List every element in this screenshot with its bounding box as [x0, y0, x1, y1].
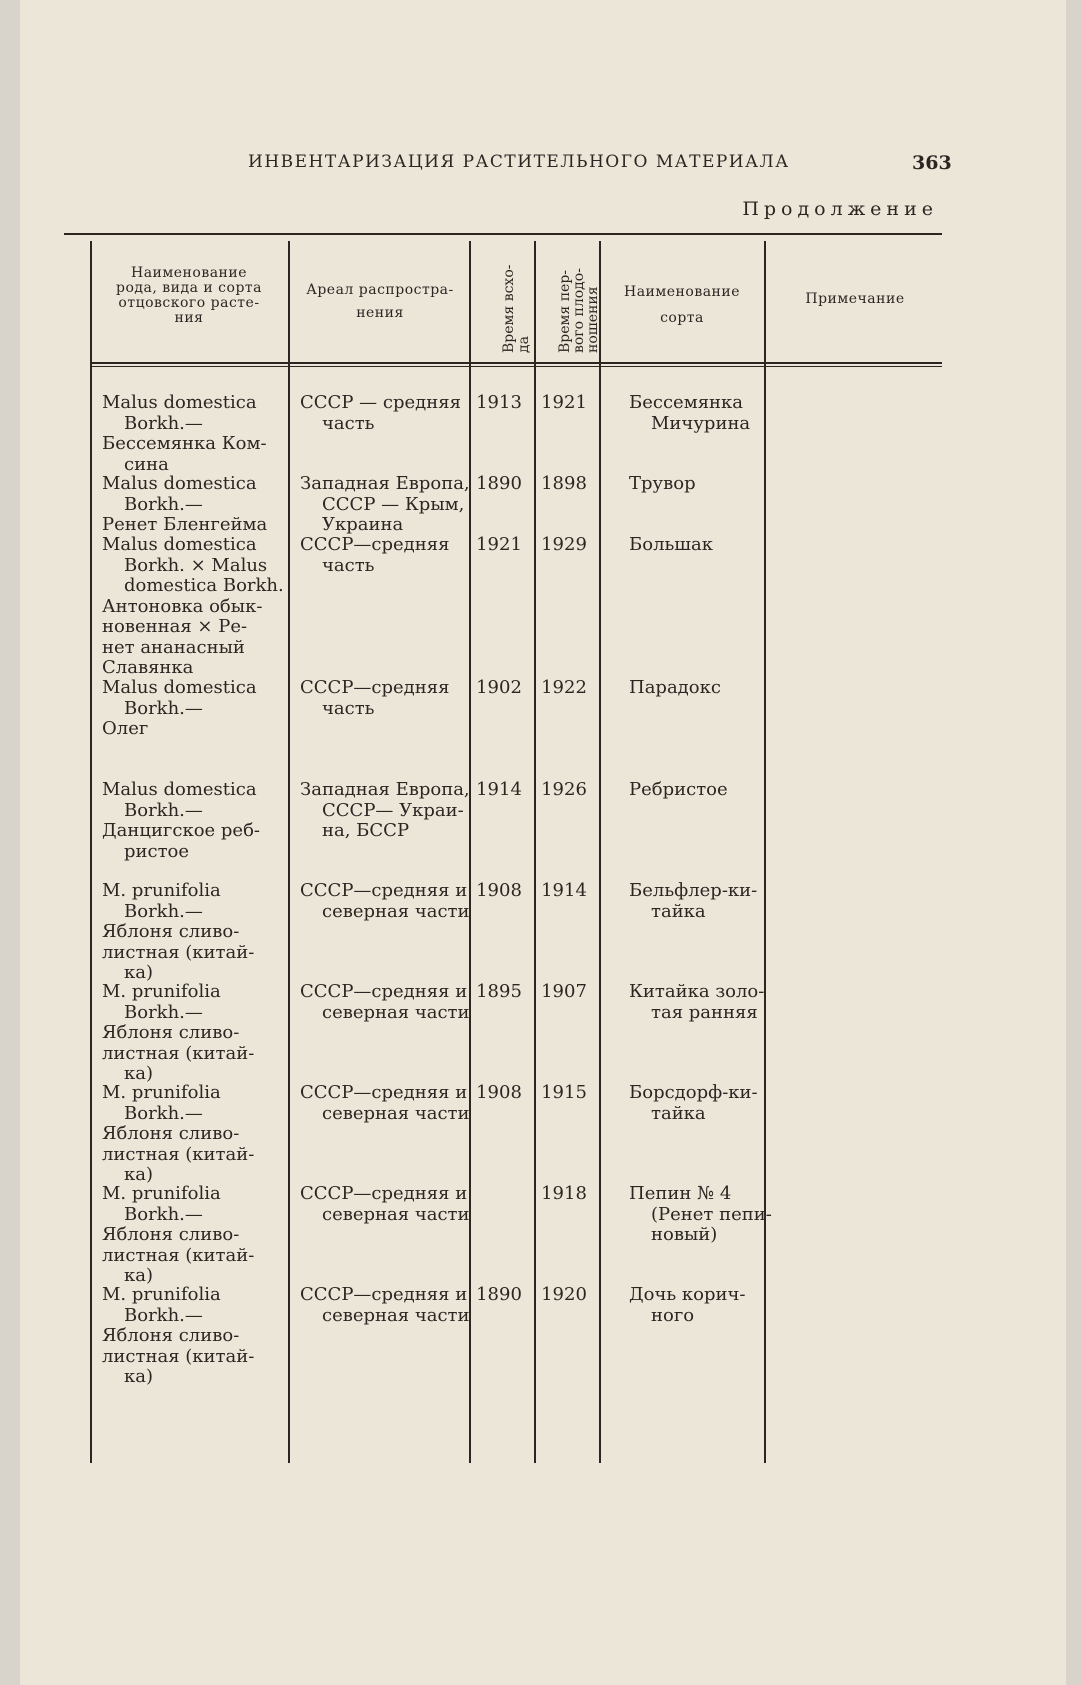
- area-cell: [300, 1083, 480, 1124]
- parent-cell-line: Borkh.—: [124, 1001, 203, 1023]
- area-cell: [300, 881, 480, 922]
- header-first-fruit: [558, 268, 600, 353]
- parent-cell-line: листная (китай-: [102, 1244, 255, 1266]
- col-line-2: [288, 241, 290, 1463]
- running-title: ИНВЕНТАРИЗАЦИЯ РАСТИТЕЛЬНОГО МАТЕРИАЛА: [248, 152, 790, 172]
- parent-cell-line: Олег: [102, 718, 149, 739]
- first-fruit-year: 1921: [541, 392, 587, 413]
- parent-cell-line: Borkh.—: [124, 1102, 203, 1124]
- parent-cell-line: Borkh.—: [124, 1203, 203, 1225]
- header-area-line: нения: [356, 305, 404, 321]
- variety-cell-line: Бессемянка: [629, 392, 744, 413]
- header-emergence: [502, 265, 532, 353]
- page-number: 363: [912, 152, 952, 174]
- parent-cell: [102, 780, 277, 862]
- header-emergence-line: да: [516, 336, 532, 353]
- parent-cell: [102, 881, 277, 984]
- header-note: [770, 292, 940, 307]
- variety-cell: [629, 1184, 779, 1246]
- area-cell-line: СССР — Крым,: [322, 493, 465, 515]
- first-fruit-year: 1929: [541, 534, 587, 555]
- parent-cell-line: domestica Borkh.: [124, 575, 284, 596]
- header-variety: [604, 279, 760, 331]
- variety-cell: [629, 780, 779, 801]
- parent-cell-line: ка): [124, 1265, 154, 1286]
- emergence-year: 1890: [476, 1284, 522, 1305]
- variety-cell: [629, 1285, 779, 1326]
- area-cell-line: СССР—средняя и: [300, 981, 468, 1002]
- area-cell-line: северная части: [322, 1203, 470, 1225]
- header-area: [294, 279, 466, 325]
- col-line-4: [534, 241, 536, 1463]
- first-fruit-year: 1915: [541, 1082, 587, 1103]
- table-top-rule: [64, 233, 942, 235]
- emergence-year: 1921: [476, 534, 522, 555]
- header-area-line: Ареал распростра-: [306, 282, 454, 298]
- parent-cell-line: M. prunifolia: [102, 1082, 221, 1103]
- continuation-label: Продолжение: [742, 198, 938, 220]
- emergence-year: 1890: [476, 473, 522, 494]
- area-cell-line: часть: [322, 412, 375, 434]
- area-cell-line: Западная Европа,: [300, 473, 470, 494]
- parent-cell-line: Ренет Бленгейма: [102, 514, 268, 535]
- area-cell-line: СССР—средняя и: [300, 880, 468, 901]
- area-cell-line: СССР—средняя: [300, 677, 450, 698]
- parent-cell: [102, 1285, 277, 1388]
- parent-cell-line: ка): [124, 962, 154, 983]
- parent-cell-line: новенная × Ре-: [102, 616, 248, 637]
- parent-cell: [102, 534, 284, 679]
- parent-cell-line: Malus domestica: [102, 534, 257, 555]
- area-cell-line: часть: [322, 697, 375, 719]
- variety-cell-line: тайка: [651, 1102, 706, 1124]
- header-parent-line: ния: [174, 310, 204, 326]
- header-variety-line: сорта: [660, 310, 704, 326]
- area-cell-line: СССР— Украи-: [322, 799, 464, 821]
- parent-cell-line: Borkh.—: [124, 697, 203, 719]
- area-cell: [300, 535, 480, 576]
- area-cell-line: СССР—средняя и: [300, 1082, 468, 1103]
- variety-cell-line: Пепин № 4: [629, 1183, 732, 1204]
- variety-cell-line: (Ренет пепи-: [651, 1203, 772, 1225]
- header-bottom-rule: [90, 362, 942, 364]
- parent-cell: [102, 982, 277, 1085]
- parent-cell-line: Данцигское реб-: [102, 820, 261, 841]
- parent-cell-line: Антоновка обык-: [102, 595, 263, 617]
- variety-cell-line: Ребристое: [629, 779, 728, 800]
- header-parent-line: Наименование: [131, 265, 247, 281]
- parent-cell-line: Malus domestica: [102, 779, 257, 800]
- parent-cell-line: Borkh.—: [124, 1304, 203, 1326]
- parent-cell-line: Borkh. × Malus: [124, 554, 268, 576]
- variety-cell: [629, 982, 779, 1023]
- first-fruit-year: 1918: [541, 1183, 587, 1204]
- area-cell-line: СССР—средняя и: [300, 1183, 468, 1204]
- book-page: [20, 0, 1066, 1685]
- area-cell: [300, 1184, 480, 1225]
- parent-cell-line: M. prunifolia: [102, 880, 221, 901]
- area-cell: [300, 1285, 480, 1326]
- area-cell: [300, 982, 480, 1023]
- variety-cell-line: Борсдорф-ки-: [629, 1082, 758, 1103]
- area-cell-line: северная части: [322, 1102, 470, 1124]
- variety-cell-line: тайка: [651, 900, 706, 922]
- parent-cell-line: ристое: [124, 840, 190, 862]
- header-parent: [94, 266, 284, 326]
- parent-cell-line: Borkh.—: [124, 900, 203, 922]
- variety-cell-line: новый): [651, 1224, 718, 1245]
- header-parent-line: отцовского расте-: [118, 295, 260, 311]
- area-cell-line: северная части: [322, 1001, 470, 1023]
- area-cell: [300, 780, 480, 842]
- parent-cell-line: сина: [124, 453, 169, 475]
- emergence-year: 1902: [476, 677, 522, 698]
- area-cell-line: Западная Европа,: [300, 779, 470, 800]
- col-line-1: [90, 241, 92, 1463]
- header-bottom-rule-2: [90, 366, 942, 367]
- variety-cell-line: тая ранняя: [651, 1001, 758, 1023]
- header-parent-line: рода, вида и сорта: [116, 280, 262, 296]
- variety-cell-line: Бельфлер-ки-: [629, 880, 758, 901]
- area-cell-line: северная части: [322, 900, 470, 922]
- parent-cell-line: M. prunifolia: [102, 1284, 221, 1305]
- variety-cell-line: Мичурина: [651, 412, 751, 434]
- variety-cell: [629, 881, 779, 922]
- area-cell: [300, 393, 480, 434]
- variety-cell: [629, 535, 779, 556]
- parent-cell-line: ка): [124, 1366, 154, 1387]
- header-note-line: Примечание: [805, 291, 905, 307]
- emergence-year: 1914: [476, 779, 522, 800]
- variety-cell-line: Трувор: [629, 473, 696, 494]
- first-fruit-year: 1920: [541, 1284, 587, 1305]
- parent-cell-line: Borkh.—: [124, 799, 203, 821]
- area-cell-line: СССР—средняя: [300, 534, 450, 555]
- header-first-fruit-line: вого плодо-: [571, 268, 587, 353]
- area-cell-line: СССР—средняя и: [300, 1284, 468, 1305]
- first-fruit-year: 1922: [541, 677, 587, 698]
- parent-cell-line: Яблоня сливо-: [102, 1224, 240, 1245]
- area-cell-line: СССР — средняя: [300, 392, 461, 413]
- area-cell: [300, 474, 480, 536]
- parent-cell-line: ка): [124, 1164, 154, 1185]
- variety-cell: [629, 393, 779, 434]
- variety-cell-line: Парадокс: [629, 677, 721, 698]
- parent-cell: [102, 678, 277, 740]
- area-cell-line: северная части: [322, 1304, 470, 1326]
- emergence-year: 1908: [476, 1082, 522, 1103]
- parent-cell-line: M. prunifolia: [102, 981, 221, 1002]
- first-fruit-year: 1898: [541, 473, 587, 494]
- page-header: [248, 152, 952, 174]
- area-cell: [300, 678, 480, 719]
- header-first-fruit-line: ношения: [585, 286, 601, 353]
- variety-cell: [629, 474, 779, 495]
- col-line-5: [599, 241, 601, 1463]
- parent-cell-line: Яблоня сливо-: [102, 1022, 240, 1043]
- emergence-year: 1908: [476, 880, 522, 901]
- parent-cell-line: листная (китай-: [102, 1345, 255, 1367]
- variety-cell-line: Большак: [629, 534, 714, 555]
- parent-cell-line: Бессемянка Ком-: [102, 433, 267, 454]
- area-cell-line: часть: [322, 554, 375, 576]
- parent-cell-line: Malus domestica: [102, 677, 257, 698]
- header-variety-line: Наименование: [624, 284, 740, 300]
- parent-cell-line: Malus domestica: [102, 473, 257, 494]
- parent-cell-line: Borkh.—: [124, 412, 203, 434]
- variety-cell: [629, 1083, 779, 1124]
- area-cell-line: Украина: [322, 514, 404, 535]
- parent-cell-line: Borkh.—: [124, 493, 203, 515]
- parent-cell-line: листная (китай-: [102, 941, 255, 963]
- first-fruit-year: 1914: [541, 880, 587, 901]
- parent-cell-line: Malus domestica: [102, 392, 257, 413]
- parent-cell-line: листная (китай-: [102, 1042, 255, 1064]
- parent-cell-line: листная (китай-: [102, 1143, 255, 1165]
- parent-cell: [102, 1184, 277, 1287]
- parent-cell: [102, 1083, 277, 1186]
- variety-cell-line: ного: [651, 1304, 695, 1326]
- parent-cell-line: Славянка: [102, 657, 194, 678]
- parent-cell-line: ка): [124, 1063, 154, 1084]
- emergence-year: 1895: [476, 981, 522, 1002]
- parent-cell: [102, 393, 277, 475]
- parent-cell-line: Яблоня сливо-: [102, 1123, 240, 1144]
- emergence-year: 1913: [476, 392, 522, 413]
- variety-cell: [629, 678, 779, 699]
- variety-cell-line: Дочь корич-: [629, 1284, 746, 1305]
- parent-cell-line: Яблоня сливо-: [102, 921, 240, 942]
- first-fruit-year: 1926: [541, 779, 587, 800]
- parent-cell: [102, 474, 277, 536]
- parent-cell-line: нет ананасный: [102, 636, 245, 658]
- parent-cell-line: Яблоня сливо-: [102, 1325, 240, 1346]
- inventory-table: [64, 233, 942, 1463]
- parent-cell-line: M. prunifolia: [102, 1183, 221, 1204]
- header-first-fruit-line: Время пер-: [557, 269, 573, 353]
- header-emergence-line: Время всхо-: [501, 264, 517, 353]
- variety-cell-line: Китайка золо-: [629, 981, 765, 1002]
- first-fruit-year: 1907: [541, 981, 587, 1002]
- area-cell-line: на, БССР: [322, 820, 410, 841]
